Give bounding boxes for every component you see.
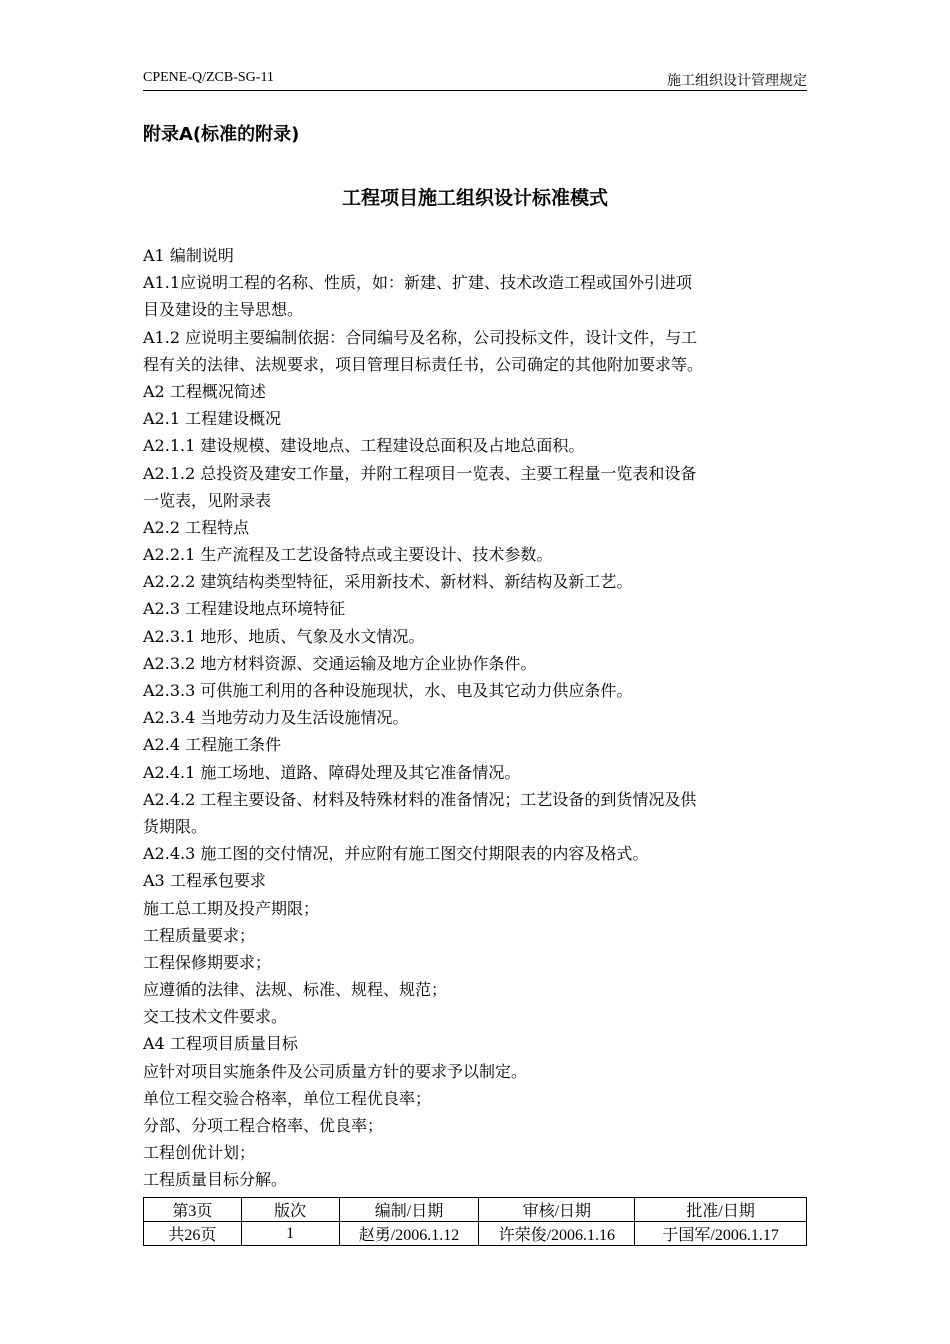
body-line: A2.2 工程特点 [143,517,250,537]
approved-label-cell: 批准/日期 [635,1198,807,1222]
version-label-cell: 版次 [241,1198,339,1222]
reviewed-label-cell: 审核/日期 [479,1198,635,1222]
body-line: A2.1.2 总投资及建安工作量，并附工程项目一览表、主要工程量一览表和设备 [143,463,697,483]
body-line: 目及建设的主导思想。 [143,300,304,320]
body-line: A2.4.3 施工图的交付情况，并应附有施工图交付期限表的内容及格式。 [143,844,649,864]
body-line: A4 工程项目质量目标 [143,1034,298,1054]
approval-table [143,1197,807,1246]
compiled-label-cell: 编制/日期 [339,1198,479,1222]
body-line: 应针对项目实施条件及公司质量方针的要求予以制定。 [143,1061,528,1081]
body-line: 分部、分项工程合格率、优良率； [143,1116,384,1135]
body-line: A2.3.2 地方材料资源、交通运输及地方企业协作条件。 [143,653,537,673]
body-line: A2.3.4 当地劳动力及生活设施情况。 [143,708,409,728]
body-line: A1.2 应说明主要编制依据：合同编号及名称，公司投标文件，设计文件，与工 [143,327,698,347]
body-line: A2 工程概况简述 [143,381,266,401]
compiled-value-cell: 赵勇/2006.1.12 [339,1222,479,1246]
body-line: A2.2.2 建筑结构类型特征，采用新技术、新材料、新结构及新工艺。 [143,572,633,592]
body-line: A2.4 工程施工条件 [143,735,282,755]
body-line: A2.3 工程建设地点环境特征 [143,599,346,619]
document-title: 施工组织设计管理规定 [667,73,807,89]
total-pages-cell: 共26页 [144,1222,242,1246]
body-line: 货期限。 [143,816,208,836]
approval-value-row [144,1222,807,1246]
version-value-cell: 1 [241,1222,339,1246]
body-line: A2.4.1 施工场地、道路、障碍处理及其它准备情况。 [143,762,521,782]
body-line: A2.1 工程建设概况 [143,409,282,429]
body-line: 交工技术文件要求。 [143,1007,288,1027]
body-text [143,242,807,1194]
page-number-cell: 第3页 [144,1198,242,1222]
body-line: 应遵循的法律、法规、标准、规程、规范； [143,980,448,1000]
appendix-heading: 附录A(标准的附录) [143,124,300,145]
body-line: A2.4.2 工程主要设备、材料及特殊材料的准备情况；工艺设备的到货情况及供 [143,789,697,809]
body-line: A2.2.1 生产流程及工艺设备特点或主要设计、技术参数。 [143,545,553,565]
approved-value-cell: 于国军/2006.1.17 [635,1222,807,1246]
body-line: 一览表，见附录表 [143,490,272,510]
body-line: A2.1.1 建设规模、建设地点、工程建设总面积及占地总面积。 [143,436,585,456]
body-line: A1 编制说明 [143,246,234,265]
document-code: CPENE-Q/ZCB-SG-11 [143,70,274,85]
body-line: 单位工程交验合格率，单位工程优良率； [143,1088,432,1108]
body-line: 工程保修期要求； [143,952,272,972]
page-header [143,70,807,91]
approval-header-row [144,1198,807,1222]
body-line: 施工总工期及投产期限； [143,898,320,918]
body-line: A2.3.3 可供施工利用的各种设施现状，水、电及其它动力供应条件。 [143,681,633,700]
body-line: A2.3.1 地形、地质、气象及水文情况。 [143,626,425,646]
body-line: A3 工程承包要求 [143,871,266,891]
reviewed-value-cell: 许荣俊/2006.1.16 [479,1222,635,1246]
body-line: A1.1应说明工程的名称、性质，如：新建、扩建、技术改造工程或国外引进项 [143,273,693,293]
body-line: 工程质量要求； [143,925,256,945]
body-line: 工程创优计划； [143,1143,256,1163]
body-line: 工程质量目标分解。 [143,1170,288,1190]
main-title: 工程项目施工组织设计标准模式 [341,187,608,209]
body-line: 程有关的法律、法规要求，项目管理目标责任书，公司确定的其他附加要求等。 [143,354,704,374]
